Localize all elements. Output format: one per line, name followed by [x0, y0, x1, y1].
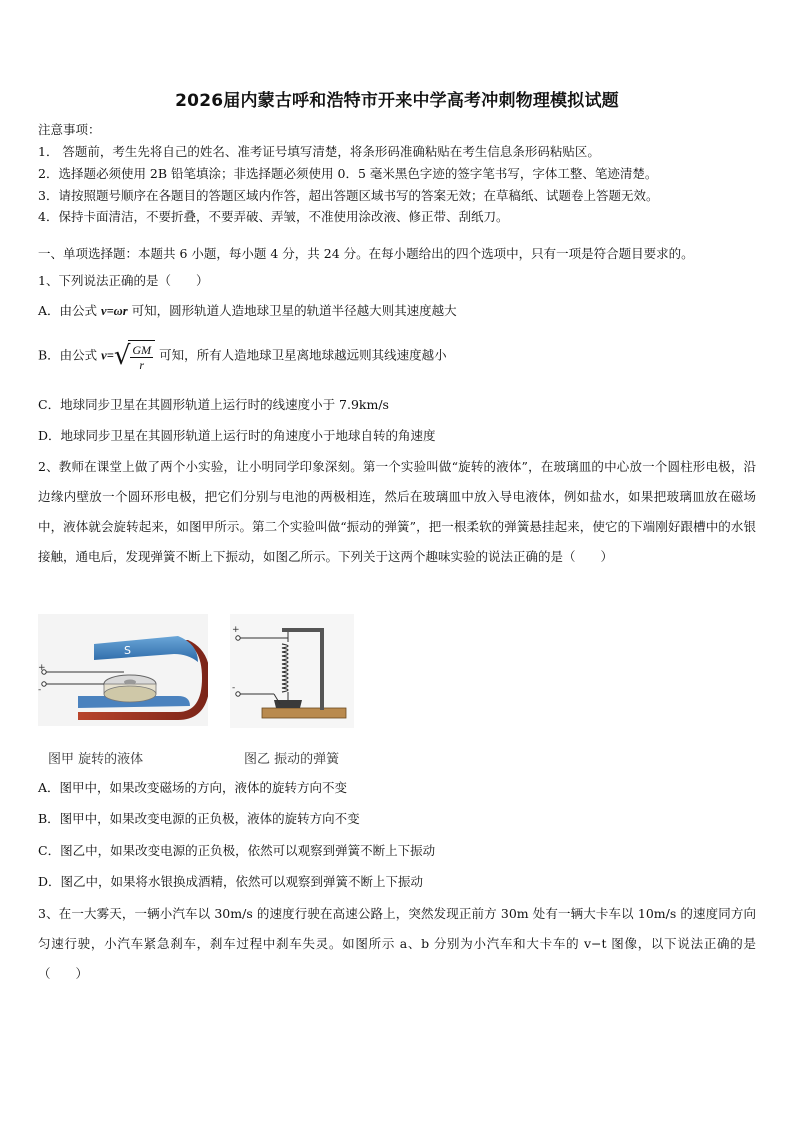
notice-item: 1． 答题前，考生先将自己的姓名、准考证号填写清楚，将条形码准确粘贴在考生信息条形码粘贴区。 [38, 144, 600, 159]
plus-terminal-label: + [38, 663, 46, 673]
question-2-option-c: C．图乙中，如果改变电源的正负极，依然可以观察到弹簧不断上下振动 [38, 843, 436, 858]
stand-base [262, 708, 346, 718]
notice-item: 4．保持卡面清洁，不要折叠，不要弄破、弄皱，不准使用涂改液、修正带、刮纸刀。 [38, 209, 509, 224]
magnet-label-s: S [124, 644, 131, 657]
option-b-prefix: B．由公式 [38, 347, 98, 363]
question-1-stem: 1、下列说法正确的是（ ） [38, 273, 209, 288]
section-heading: 一、单项选择题：本题共 6 小题，每小题 4 分，共 24 分。在每小题给出的四个选项中，只有一项是符合题目要求的。 [38, 246, 694, 261]
stand-rod [320, 628, 324, 710]
minus-terminal-label: - [38, 685, 42, 695]
option-b-suffix: 可知，所有人造地球卫星离地球越远则其线速度越小 [159, 347, 447, 363]
option-a-prefix: A．由公式 [38, 303, 98, 318]
minus-terminal-label: - [232, 683, 236, 693]
question-1-option-d: D．地球同步卫星在其圆形轨道上运行时的角速度小于地球自转的角速度 [38, 428, 436, 443]
center-electrode [124, 680, 136, 685]
question-2-stem: 2、教师在课堂上做了两个小实验，让小明同学印象深刻。第一个实验叫做“旋转的液体”，在玻璃皿的中心放一个圆柱形电极，沿边缘内壁放一个圆环形电极，把它们分别与电池的两极相连，然后在玻璃皿中放入导电液体，例如盐水，如果把玻璃皿放在磁场中，液体就会旋转起来，如图甲所示。第二个实验叫做“振动的弹簧”，把一根柔软的弹簧悬挂起来，使它的下端刚好跟槽中的水银接触，通电后，发现弹簧不断上下振动，如图乙所示。下列关于这两个趣味实验的说法正确的是（ ） [38, 459, 756, 564]
figure-caption-yi: 图乙 振动的弹簧 [244, 752, 340, 767]
sqrt-formula [114, 340, 155, 372]
stand-arm [282, 628, 324, 632]
question-2-option-a: A．图甲中，如果改变磁场的方向，液体的旋转方向不变 [38, 780, 348, 795]
question-3-stem: 3、在一大雾天，一辆小汽车以 30m/s 的速度行驶在高速公路上，突然发现正前方 30m 处有一辆大卡车以 10m/s 的速度同方向匀速行驶，小汽车紧急刹车，刹车过程中刹车失灵。如图所示 a、b 分别为小汽车和大卡车的 v−t 图像，以下说法正确的是（ ） [38, 906, 756, 981]
figure-vibrating-spring [230, 614, 354, 728]
sqrt-sign-icon: √ [113, 341, 131, 371]
question-1-option-b [38, 340, 447, 372]
plus-terminal-label: + [232, 625, 240, 635]
figure-caption-jia: 图甲 旋转的液体 [48, 752, 144, 767]
question-1-option-a [38, 302, 457, 320]
fraction [130, 343, 153, 372]
exam-title: 2026届内蒙古呼和浩特市开来中学高考冲刺物理模拟试题 [175, 91, 619, 111]
fraction-numerator: GM [132, 343, 152, 357]
notice-item: 2．选择题必须使用 2B 铅笔填涂；非选择题必须使用 0．5 毫米黑色字迹的签字笔书写，字体工整、笔迹清楚。 [38, 166, 658, 181]
question-2-option-b: B．图甲中，如果改变电源的正负极，液体的旋转方向不变 [38, 811, 360, 826]
figure-rotating-liquid [38, 614, 208, 726]
option-a-suffix: 可知，圆形轨道人造地球卫星的轨道半径越大则其速度越大 [131, 303, 457, 318]
formula-v: v= [101, 348, 114, 363]
notice-item: 3．请按照题号顺序在各题目的答题区域内作答，超出答题区域书写的答案无效；在草稿纸、试题卷上答题无效。 [38, 188, 659, 203]
question-1-option-c: C．地球同步卫星在其圆形轨道上运行时的线速度小于 7.9km/s [38, 397, 389, 412]
fraction-denominator: r [139, 358, 145, 372]
question-2-option-d: D．图乙中，如果将水银换成酒精，依然可以观察到弹簧不断上下振动 [38, 874, 424, 889]
notice-heading: 注意事项： [38, 122, 101, 137]
formula-v-omega-r: v=ωr [101, 304, 128, 318]
